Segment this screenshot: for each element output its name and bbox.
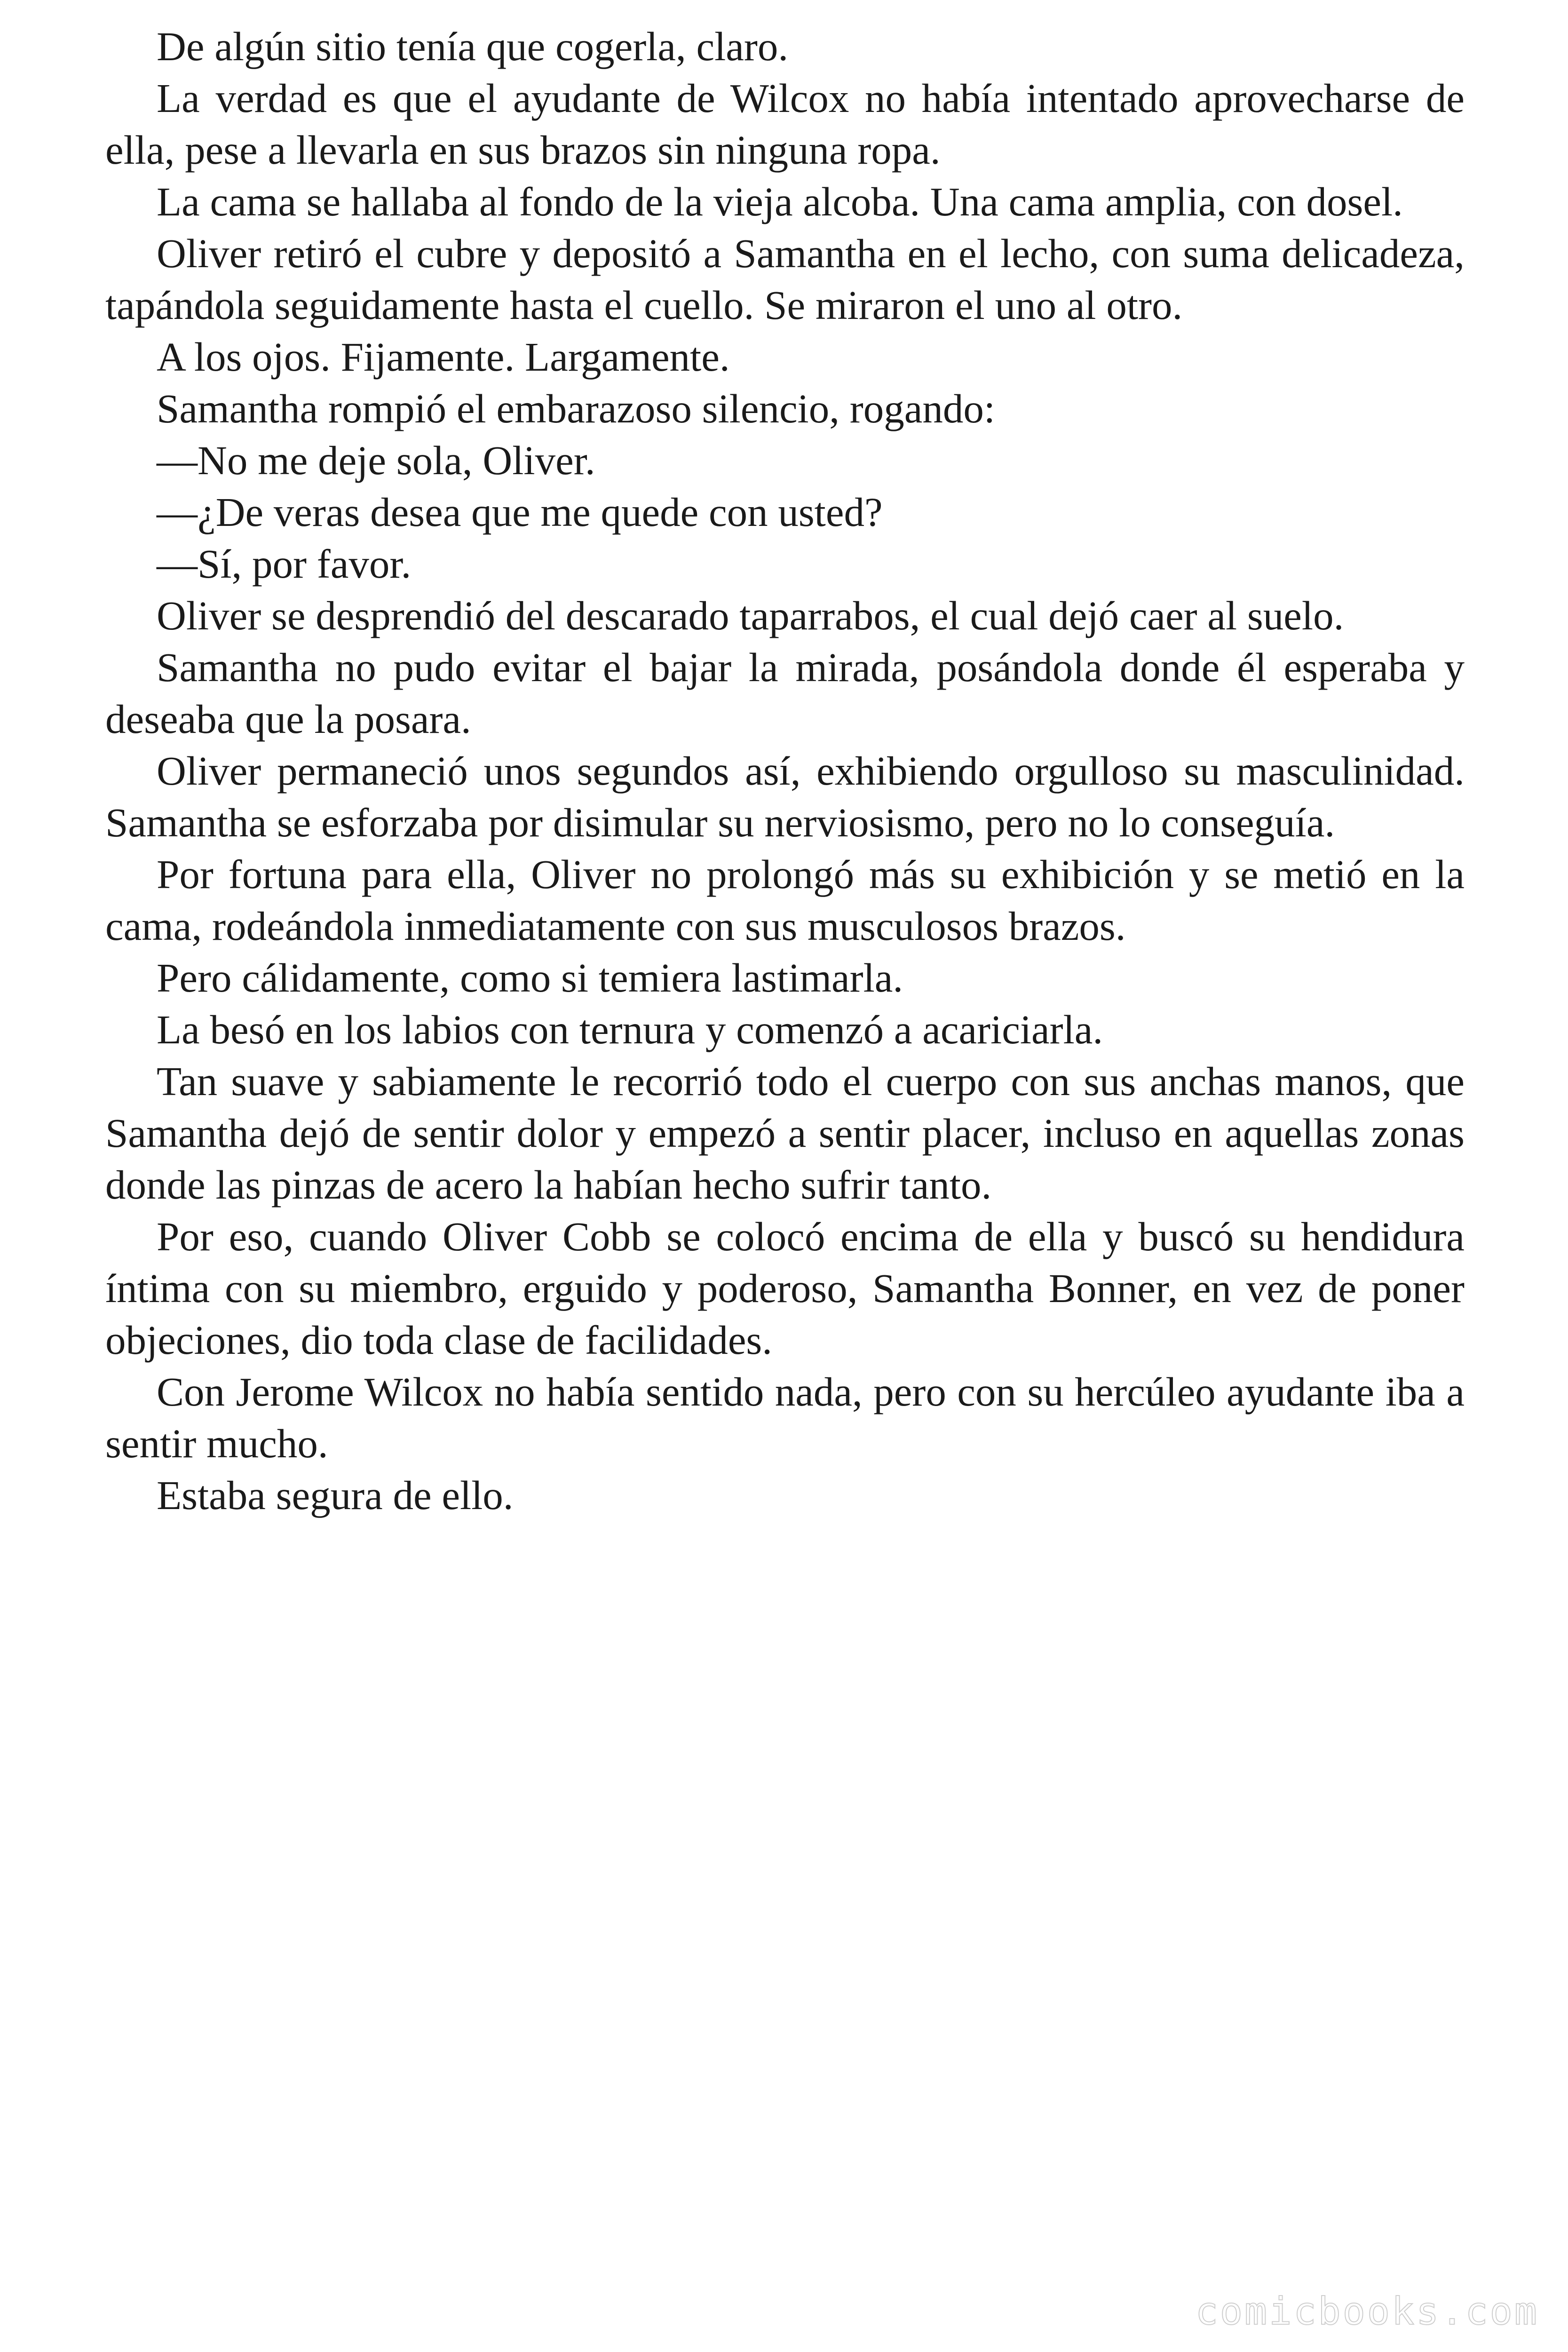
paragraph: —¿De veras desea que me quede con usted? bbox=[157, 489, 883, 535]
paragraph: Por fortuna para ella, Oliver no prolongó más su exhibición y se metió en la cama, rodeándola inmediatamente con sus musculosos brazos. bbox=[105, 851, 1465, 949]
paragraph: Samantha no pudo evitar el bajar la mirada, posándola donde él esperaba y deseaba que la posara. bbox=[105, 644, 1465, 742]
paragraph: La cama se hallaba al fondo de la vieja alcoba. Una cama amplia, con dosel. bbox=[157, 179, 1403, 224]
paragraph: Tan suave y sabiamente le recorrió todo el cuerpo con sus anchas manos, que Samantha dejó de sentir dolor y empezó a sentir placer, incluso en aquellas zonas donde las pinzas de acero la habían hecho sufrir tanto. bbox=[105, 1058, 1465, 1208]
paragraph: —Sí, por favor. bbox=[157, 541, 412, 587]
paragraph: Oliver retiró el cubre y depositó a Samantha en el lecho, con suma delicadeza, tapándola seguidamente hasta el cuello. Se miraron el uno al otro. bbox=[105, 230, 1465, 328]
paragraph: De algún sitio tenía que cogerla, claro. bbox=[157, 24, 789, 69]
paragraph: Oliver permaneció unos segundos así, exhibiendo orgulloso su masculinidad. Samantha se esforzaba por disimular su nerviosismo, pero no lo conseguía. bbox=[105, 748, 1465, 845]
page-text bbox=[105, 21, 1465, 1521]
watermark-text: comicbooks.com bbox=[1195, 2289, 1539, 2333]
paragraph: Por eso, cuando Oliver Cobb se colocó encima de ella y buscó su hendidura íntima con su miembro, erguido y poderoso, Samantha Bonner, en vez de poner objeciones, dio toda clase de facilidades. bbox=[105, 1214, 1465, 1363]
paragraph: La verdad es que el ayudante de Wilcox no había intentado aprovecharse de ella, pese a llevarla en sus brazos sin ninguna ropa. bbox=[105, 75, 1465, 173]
paragraph: A los ojos. Fijamente. Largamente. bbox=[157, 334, 730, 380]
paragraph: Samantha rompió el embarazoso silencio, rogando: bbox=[157, 386, 995, 431]
paragraph: Estaba segura de ello. bbox=[157, 1472, 514, 1518]
paragraph: Oliver se desprendió del descarado taparrabos, el cual dejó caer al suelo. bbox=[157, 593, 1344, 638]
paragraph: —No me deje sola, Oliver. bbox=[157, 437, 595, 483]
paragraph: La besó en los labios con ternura y comenzó a acariciarla. bbox=[157, 1007, 1103, 1052]
paragraph: Con Jerome Wilcox no había sentido nada, pero con su hercúleo ayudante iba a sentir mucho. bbox=[105, 1369, 1465, 1466]
paragraph: Pero cálidamente, como si temiera lastimarla. bbox=[157, 955, 903, 1001]
